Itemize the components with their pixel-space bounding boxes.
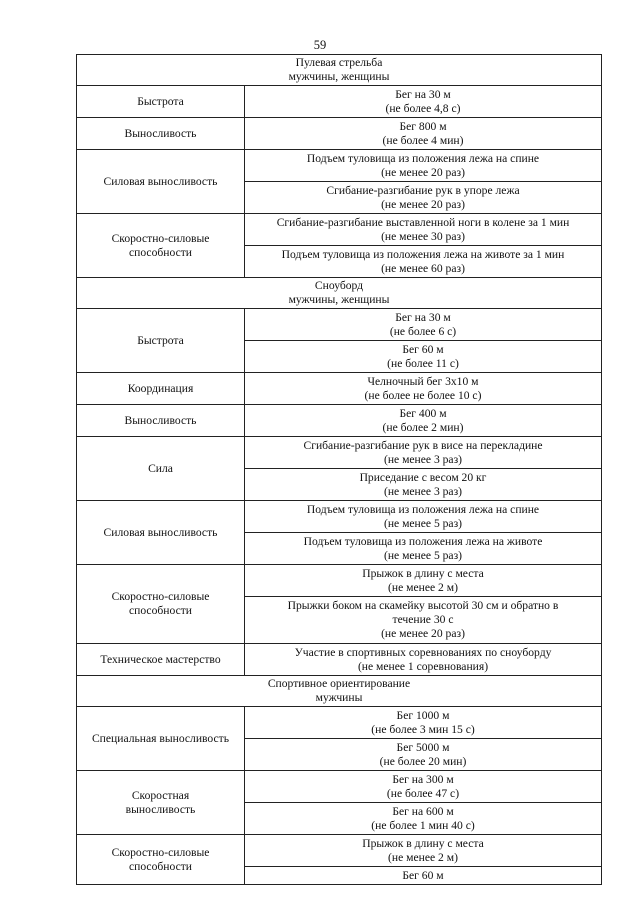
- test-line: Бег 5000 м: [396, 740, 450, 754]
- table-row: [77, 565, 602, 597]
- test-line: (не менее 20 раз): [381, 627, 465, 640]
- test-line: Бег на 600 м: [392, 804, 454, 818]
- standards-table: [76, 54, 602, 885]
- test-line: (не более 4,8 с): [385, 101, 461, 115]
- table-row: [77, 835, 602, 867]
- section-header-row: [77, 55, 602, 86]
- table-row: [77, 150, 602, 182]
- quality-label: Техническое мастерство: [100, 652, 221, 666]
- test-line: (не менее 20 раз): [381, 165, 465, 179]
- test-line: Бег на 30 м: [395, 310, 451, 324]
- test-line: (не более 47 с): [386, 786, 460, 800]
- quality-label: Скоростно-силовые: [111, 845, 210, 859]
- section-title-line: мужчины, женщины: [288, 70, 390, 83]
- quality-label: Выносливость: [124, 126, 197, 140]
- section-header-row: [77, 676, 602, 707]
- test-cell: [245, 405, 602, 437]
- test-cell: [245, 86, 602, 118]
- test-line: Бег 60 м: [402, 342, 444, 356]
- test-line: (не менее 30 раз): [381, 229, 465, 243]
- test-cell: [245, 182, 602, 214]
- test-cell: [245, 373, 602, 405]
- quality-label: способности: [129, 604, 192, 617]
- table-row: [77, 707, 602, 739]
- test-line: (не более 1 мин 40 с): [371, 818, 475, 832]
- section-title-line: Сноуборд: [314, 279, 364, 292]
- quality-cell: [77, 86, 245, 118]
- test-line: (не более 11 с): [387, 356, 459, 370]
- section-title: [77, 278, 602, 309]
- test-cell: [245, 150, 602, 182]
- test-line: Подъем туловища из положения лежа на животе: [303, 534, 543, 548]
- test-line: Подъем туловища из положения лежа на спине: [306, 502, 540, 516]
- test-line: Сгибание-разгибание выставленной ноги в колене за 1 мин: [276, 215, 570, 229]
- quality-cell: [77, 565, 245, 644]
- test-cell: [245, 835, 602, 867]
- test-cell: [245, 469, 602, 501]
- quality-label: Скоростно-силовые: [111, 231, 210, 245]
- test-line: (не менее 20 раз): [381, 197, 465, 211]
- quality-cell: [77, 707, 245, 771]
- test-cell: [245, 739, 602, 771]
- test-line: Прыжок в длину с места: [362, 566, 484, 580]
- quality-cell: [77, 405, 245, 437]
- test-line: (не менее 2 м): [388, 850, 458, 864]
- test-line: (не менее 5 раз): [383, 516, 463, 530]
- test-line: Бег 800 м: [399, 119, 447, 133]
- test-line: Участие в спортивных соревнованиях по сноуборду: [294, 645, 552, 659]
- test-cell: [245, 597, 602, 644]
- quality-label: Силовая выносливость: [103, 174, 218, 188]
- test-line: (не менее 1 соревнования): [357, 659, 489, 673]
- page-number: 59: [313, 38, 327, 52]
- test-cell: [245, 214, 602, 246]
- quality-cell: [77, 644, 245, 676]
- test-line: (не более 4 мин): [382, 133, 464, 147]
- test-cell: [245, 867, 602, 885]
- test-line: Сгибание-разгибание рук в упоре лежа: [326, 183, 520, 197]
- test-line: Сгибание-разгибание рук в висе на перекладине: [303, 438, 543, 452]
- test-line: (не более 3 мин 15 с): [371, 722, 475, 736]
- test-cell: [245, 803, 602, 835]
- test-cell: [245, 565, 602, 597]
- quality-cell: [77, 835, 245, 885]
- test-line: Челночный бег 3х10 м: [367, 374, 479, 388]
- test-line: (не более 20 мин): [379, 754, 467, 768]
- table-row: [77, 118, 602, 150]
- table-row: [77, 309, 602, 341]
- quality-label: Выносливость: [124, 413, 197, 427]
- quality-label: Координация: [127, 381, 194, 395]
- test-line: Бег 60 м: [402, 868, 444, 882]
- quality-cell: [77, 214, 245, 278]
- test-line: (не более 2 мин): [382, 420, 464, 434]
- quality-cell: [77, 118, 245, 150]
- quality-cell: [77, 150, 245, 214]
- quality-label: Силовая выносливость: [103, 525, 218, 539]
- table-row: [77, 501, 602, 533]
- test-line: течение 30 с: [392, 613, 454, 626]
- test-cell: [245, 309, 602, 341]
- test-line: Подъем туловища из положения лежа на спине: [306, 151, 540, 165]
- quality-label: Скоростная: [131, 788, 190, 802]
- quality-cell: [77, 771, 245, 835]
- table-row: [77, 373, 602, 405]
- quality-label: Сила: [148, 461, 173, 475]
- test-line: (не более не более 10 с): [364, 388, 482, 402]
- table-row: [77, 405, 602, 437]
- test-cell: [245, 341, 602, 373]
- test-line: (не более 6 с): [389, 324, 457, 338]
- section-title-line: мужчины, женщины: [288, 293, 390, 306]
- test-line: Прыжок в длину с места: [362, 836, 484, 850]
- section-title: [77, 676, 602, 707]
- test-line: (не менее 3 раз): [383, 484, 463, 498]
- quality-label: Быстрота: [137, 94, 184, 108]
- test-line: Бег на 30 м: [395, 87, 451, 101]
- quality-cell: [77, 373, 245, 405]
- table-row: [77, 214, 602, 246]
- quality-label: Скоростно-силовые: [111, 590, 210, 603]
- section-title-line: Пулевая стрельба: [295, 56, 383, 69]
- quality-cell: [77, 501, 245, 565]
- table-row: [77, 86, 602, 118]
- test-cell: [245, 437, 602, 469]
- test-line: Бег на 300 м: [392, 772, 454, 786]
- test-line: (не менее 5 раз): [383, 548, 463, 562]
- quality-label: Специальная выносливость: [91, 731, 230, 745]
- table-row: [77, 644, 602, 676]
- quality-label: выносливость: [125, 802, 196, 816]
- test-cell: [245, 246, 602, 278]
- section-title-line: мужчины: [315, 691, 363, 704]
- section-title-line: Спортивное ориентирование: [267, 677, 411, 690]
- test-cell: [245, 533, 602, 565]
- section-header-row: [77, 278, 602, 309]
- table-row: [77, 437, 602, 469]
- quality-label: способности: [129, 245, 192, 259]
- test-line: Бег 1000 м: [396, 708, 450, 722]
- section-title: [77, 55, 602, 86]
- test-cell: [245, 644, 602, 676]
- test-line: Прыжки боком на скамейку высотой 30 см и обратно в: [287, 599, 559, 612]
- test-cell: [245, 771, 602, 803]
- table-row: [77, 771, 602, 803]
- quality-label: способности: [129, 859, 192, 873]
- test-line: Подъем туловища из положения лежа на животе за 1 мин: [281, 247, 565, 261]
- quality-label: Быстрота: [137, 333, 184, 347]
- test-cell: [245, 501, 602, 533]
- test-cell: [245, 118, 602, 150]
- test-line: (не менее 3 раз): [383, 452, 463, 466]
- test-line: (не менее 60 раз): [381, 261, 465, 275]
- test-line: Бег 400 м: [399, 406, 447, 420]
- test-line: (не менее 2 м): [388, 580, 458, 594]
- test-line: Приседание с весом 20 кг: [359, 470, 487, 484]
- test-cell: [245, 707, 602, 739]
- quality-cell: [77, 437, 245, 501]
- quality-cell: [77, 309, 245, 373]
